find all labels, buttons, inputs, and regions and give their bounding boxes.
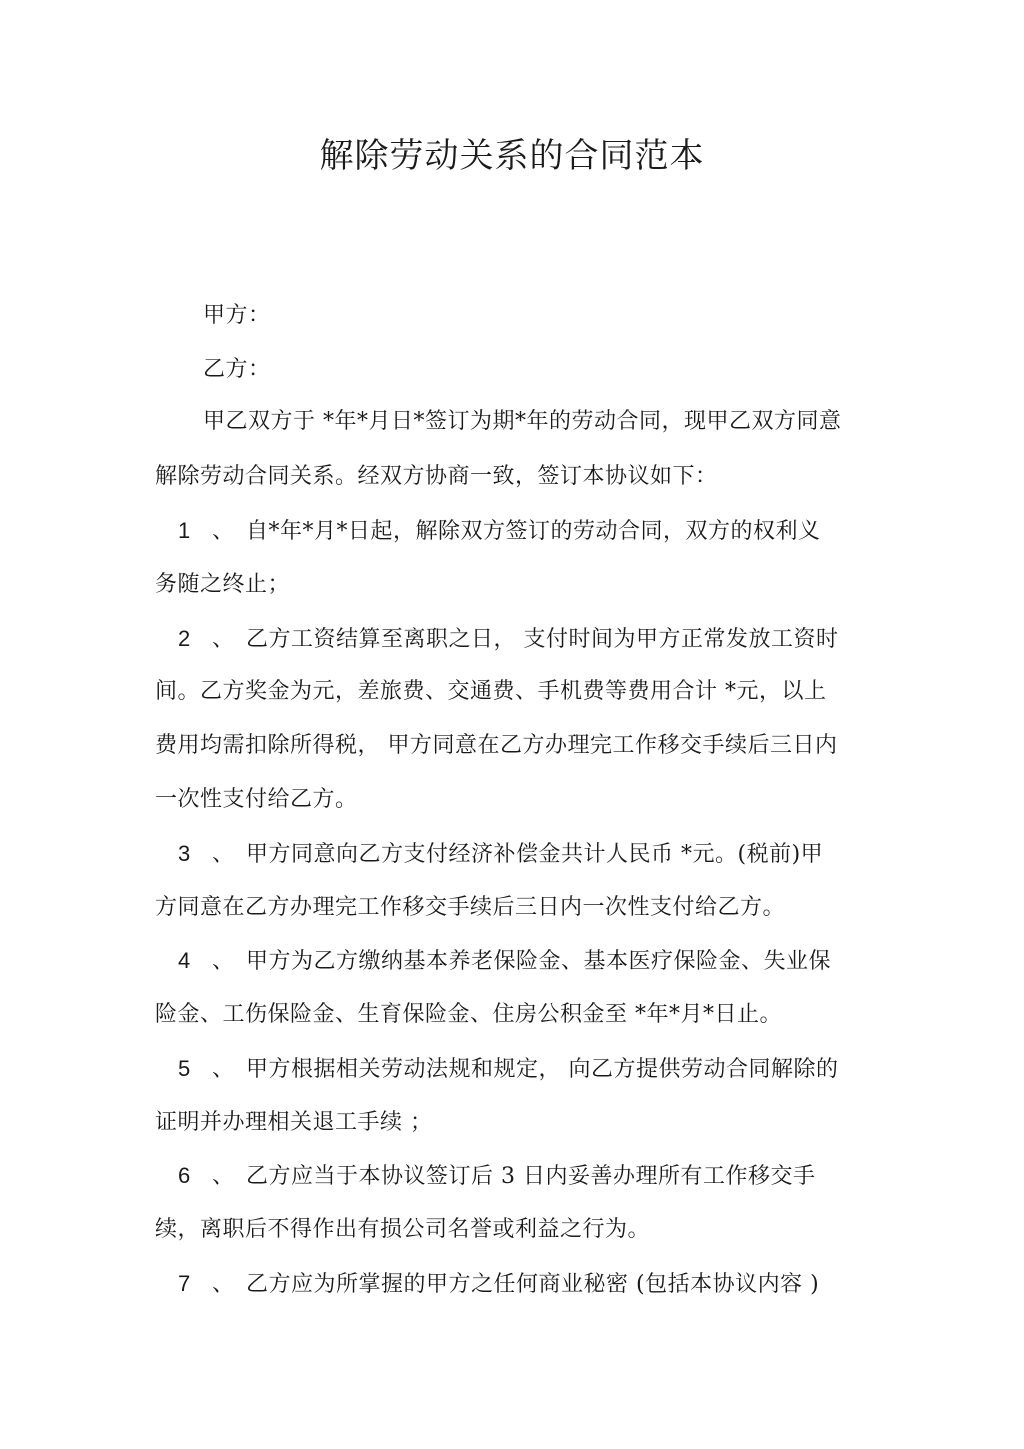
clause-number: 4 <box>178 948 191 973</box>
clause-separator: 、 <box>212 519 235 544</box>
clause-2-first-line <box>178 624 839 655</box>
clause-text: 乙方应为所掌握的甲方之任何商业秘密 (包括本协议内容 ) <box>246 1272 820 1297</box>
clause-text: 甲方根据相关劳动法规和规定， 向乙方提供劳动合同解除的 <box>246 1057 839 1082</box>
clause-number: 6 <box>178 1163 191 1188</box>
clause-2-line-3: 费用均需扣除所得税， 甲方同意在乙方办理完工作移交手续后三日内 <box>155 733 838 758</box>
clause-3-line-2: 方同意在乙方办理完工作移交手续后三日内一次性支付给乙方。 <box>155 895 786 920</box>
clause-text: 甲方同意向乙方支付经济补偿金共计人民币 *元。(税前)甲 <box>246 842 824 867</box>
clause-1-line-2: 务随之终止； <box>155 572 291 597</box>
clause-separator: 、 <box>212 1164 235 1189</box>
party-b-label: 乙方： <box>203 357 271 382</box>
clause-6-first-line <box>178 1161 816 1192</box>
clause-text: 乙方应当于本协议签订后 3 日内妥善办理所有工作移交手 <box>246 1164 816 1189</box>
clause-text: 自*年*月*日起，解除双方签订的劳动合同，双方的权利义 <box>246 519 821 544</box>
clause-separator: 、 <box>212 1057 235 1082</box>
clause-4-first-line <box>178 946 831 977</box>
clause-text: 乙方工资结算至离职之日， 支付时间为甲方正常发放工资时 <box>246 627 839 652</box>
clause-number: 5 <box>178 1056 191 1081</box>
clause-separator: 、 <box>212 1272 235 1297</box>
clause-3-first-line <box>178 839 823 870</box>
clause-number: 3 <box>178 841 191 866</box>
clause-4-line-2: 险金、工伤保险金、生育保险金、住房公积金至 *年*月*日止。 <box>155 1002 782 1027</box>
clause-1-first-line <box>178 516 821 547</box>
party-a-label: 甲方： <box>203 303 271 328</box>
intro-line-2: 解除劳动合同关系。经双方协商一致，签订本协议如下： <box>155 464 718 489</box>
clause-separator: 、 <box>212 949 235 974</box>
clause-text: 甲方为乙方缴纳基本养老保险金、基本医疗保险金、失业保 <box>246 949 832 974</box>
clause-number: 1 <box>178 518 191 543</box>
clause-number: 2 <box>178 626 191 651</box>
clause-separator: 、 <box>212 842 235 867</box>
clause-2-line-2: 间。乙方奖金为元，差旅费、交通费、手机费等费用合计 *元，以上 <box>155 679 827 704</box>
clause-number: 7 <box>178 1271 191 1296</box>
intro-line-1: 甲乙双方于 *年*月日*签订为期*年的劳动合同，现甲乙双方同意 <box>203 409 842 434</box>
document-title: 解除劳动关系的合同范本 <box>319 136 705 176</box>
clause-separator: 、 <box>212 627 235 652</box>
clause-6-line-2: 续，离职后不得作出有损公司名誉或利益之行为。 <box>155 1217 651 1242</box>
clause-5-line-2: 证明并办理相关退工手续 ； <box>155 1110 433 1135</box>
clause-5-first-line <box>178 1054 839 1085</box>
clause-2-line-4: 一次性支付给乙方。 <box>155 787 358 812</box>
clause-7-first-line <box>178 1269 819 1300</box>
